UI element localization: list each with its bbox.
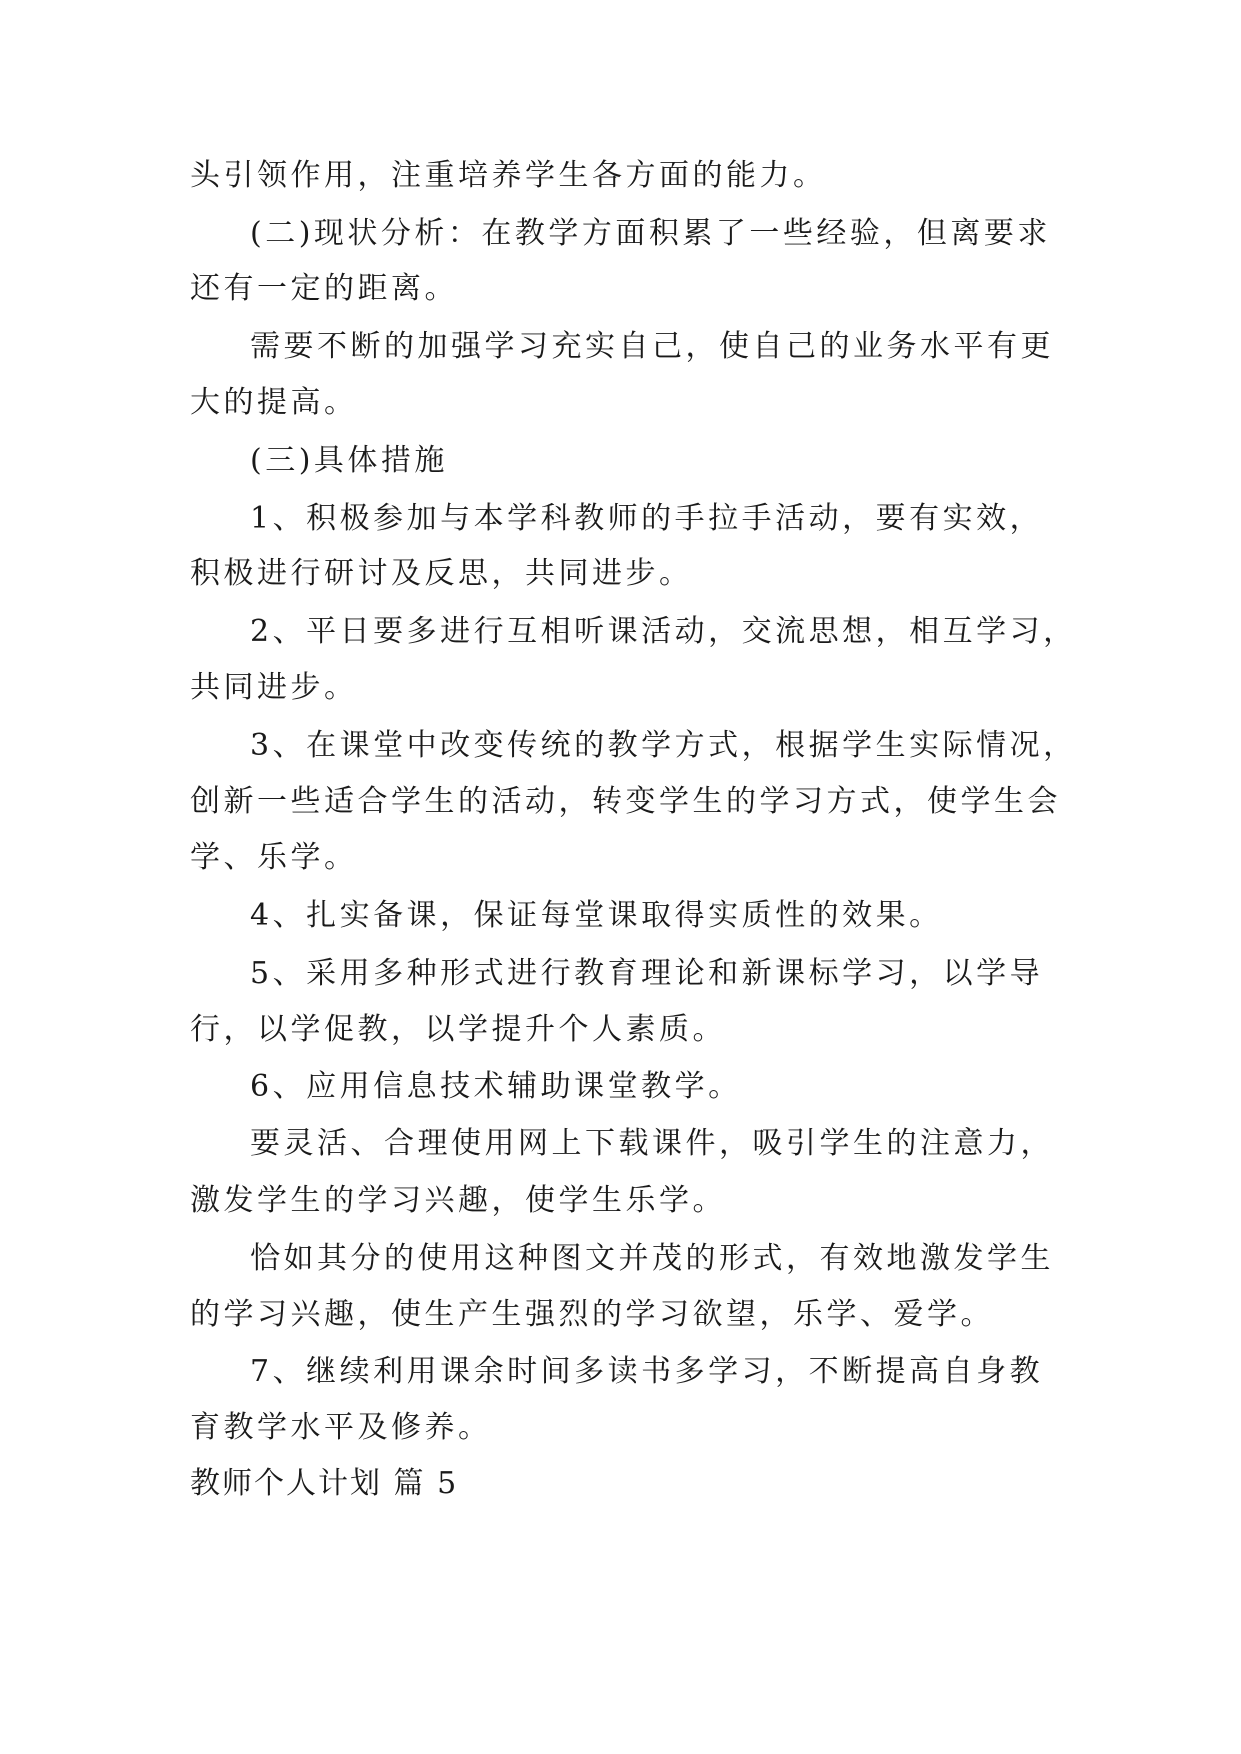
paragraph-line: 激发学生的学习兴趣，使学生乐学。 (190, 1183, 726, 1218)
paragraph-line: 2、平日要多进行互相听课活动，交流思想，相互学习， (250, 614, 1077, 649)
paragraph-line: 还有一定的距离。 (190, 271, 458, 306)
paragraph-line: 需要不断的加强学习充实自己，使自己的业务水平有更 (250, 329, 1054, 364)
paragraph-line: 3、在课堂中改变传统的教学方式，根据学生实际情况， (250, 728, 1077, 763)
paragraph-line: 5、采用多种形式进行教育理论和新课标学习，以学导 (250, 956, 1044, 991)
paragraph-line: 的学习兴趣，使生产生强烈的学习欲望，乐学、爱学。 (190, 1297, 994, 1332)
paragraph-line: 头引领作用，注重培养学生各方面的能力。 (190, 158, 827, 193)
paragraph-line: 育教学水平及修养。 (190, 1410, 492, 1445)
paragraph-line: (三)具体措施 (250, 443, 448, 478)
paragraph-line: 共同进步。 (190, 670, 358, 705)
paragraph-line: 要灵活、合理使用网上下载课件，吸引学生的注意力， (250, 1126, 1054, 1161)
paragraph-line: 恰如其分的使用这种图文并茂的形式，有效地激发学生 (250, 1241, 1054, 1276)
paragraph-line: 大的提高。 (190, 385, 358, 420)
paragraph-line: 学、乐学。 (190, 840, 358, 875)
paragraph-line: 创新一些适合学生的活动，转变学生的学习方式，使学生会 (190, 784, 1061, 819)
paragraph-line: 6、应用信息技术辅助课堂教学。 (250, 1069, 742, 1104)
section-heading: 教师个人计划 篇 5 (190, 1466, 459, 1501)
paragraph-line: 7、继续利用课余时间多读书多学习，不断提高自身教 (250, 1354, 1044, 1389)
paragraph-line: 4、扎实备课，保证每堂课取得实质性的效果。 (250, 898, 943, 933)
paragraph-line: (二)现状分析：在教学方面积累了一些经验，但离要求 (250, 216, 1051, 251)
paragraph-line: 行，以学促教，以学提升个人素质。 (190, 1012, 726, 1047)
paragraph-line: 积极进行研讨及反思，共同进步。 (190, 556, 693, 591)
paragraph-line: 1、积极参加与本学科教师的手拉手活动，要有实效， (250, 501, 1044, 536)
